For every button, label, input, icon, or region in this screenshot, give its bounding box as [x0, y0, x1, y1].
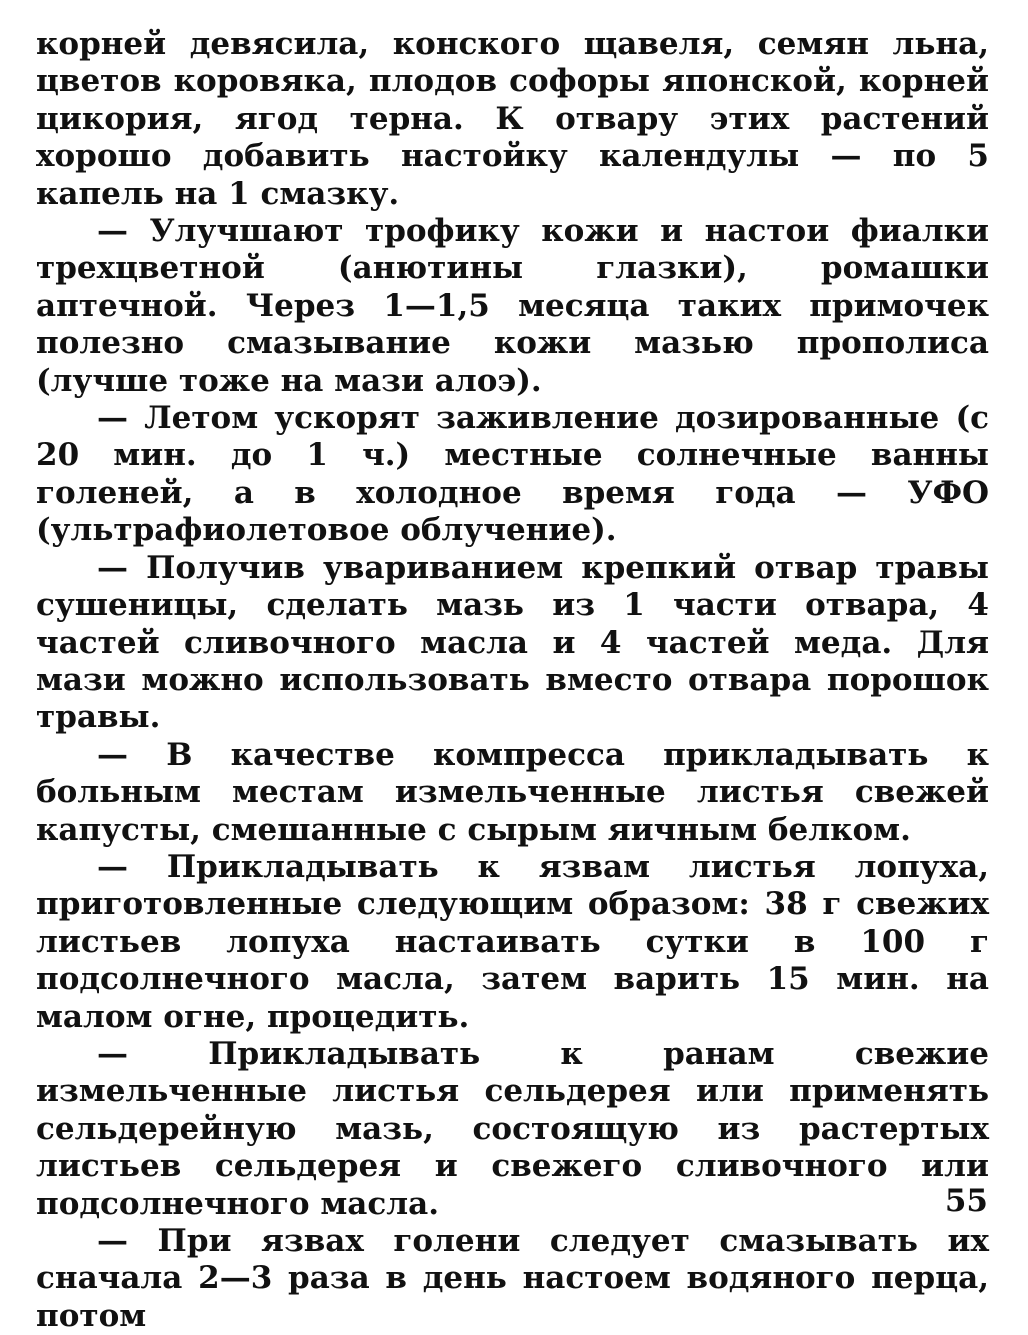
paragraph-continuation: корней девясила, конского щавеля, семян льна, цветов коровяка, плодов софоры японской, корней цикория, ягод терна. К отвару этих растений хорошо добавить настойку календулы — по 5 капель на 1 смазку.	[36, 26, 989, 212]
page-body	[36, 26, 989, 1335]
page-number: 55	[944, 1183, 988, 1219]
paragraph-cabbage-compress: — В качестве компресса прикладывать к больным местам измельченные листья свежей капусты, смешанные с сырым яичным белком.	[36, 736, 989, 848]
paragraph-cudweed-ointment: — Получив увариванием крепкий отвар травы сушеницы, сделать мазь из 1 части отвара, 4 частей сливочного масла и 4 частей меда. Для мази можно использовать вместо отвара порошок травы.	[36, 549, 989, 736]
paragraph-water-pepper: — При язвах голени следует смазывать их сначала 2—3 раза в день настоем водяного перца, потом	[36, 1223, 989, 1334]
paragraph-violet-chamomile: — Улучшают трофику кожи и настои фиалки трехцветной (анютины глазки), ромашки аптечной. Через 1—1,5 месяца таких примочек полезно смазывание кожи мазью прополиса (лучше тоже на мази алоэ).	[36, 213, 989, 399]
paragraph-burdock-leaves: — Прикладывать к язвам листья лопуха, приготовленные следующим образом: 38 г свежих листьев лопуха настаивать сутки в 100 г подсолнечного масла, затем варить 15 мин. на малом огне, процедить.	[36, 848, 989, 1035]
paragraph-sun-baths: — Летом ускорят заживление дозированные (с 20 мин. до 1 ч.) местные солнечные ванны голеней, а в холодное время года — УФО (ультрафиолетовое облучение).	[36, 400, 989, 549]
paragraph-celery-leaves: — Прикладывать к ранам свежие измельченные листья сельдерея или применять сельдерейную мазь, состоящую из растертых листьев сельдерея и свежего сливочного или подсолнечного масла.	[36, 1035, 989, 1222]
